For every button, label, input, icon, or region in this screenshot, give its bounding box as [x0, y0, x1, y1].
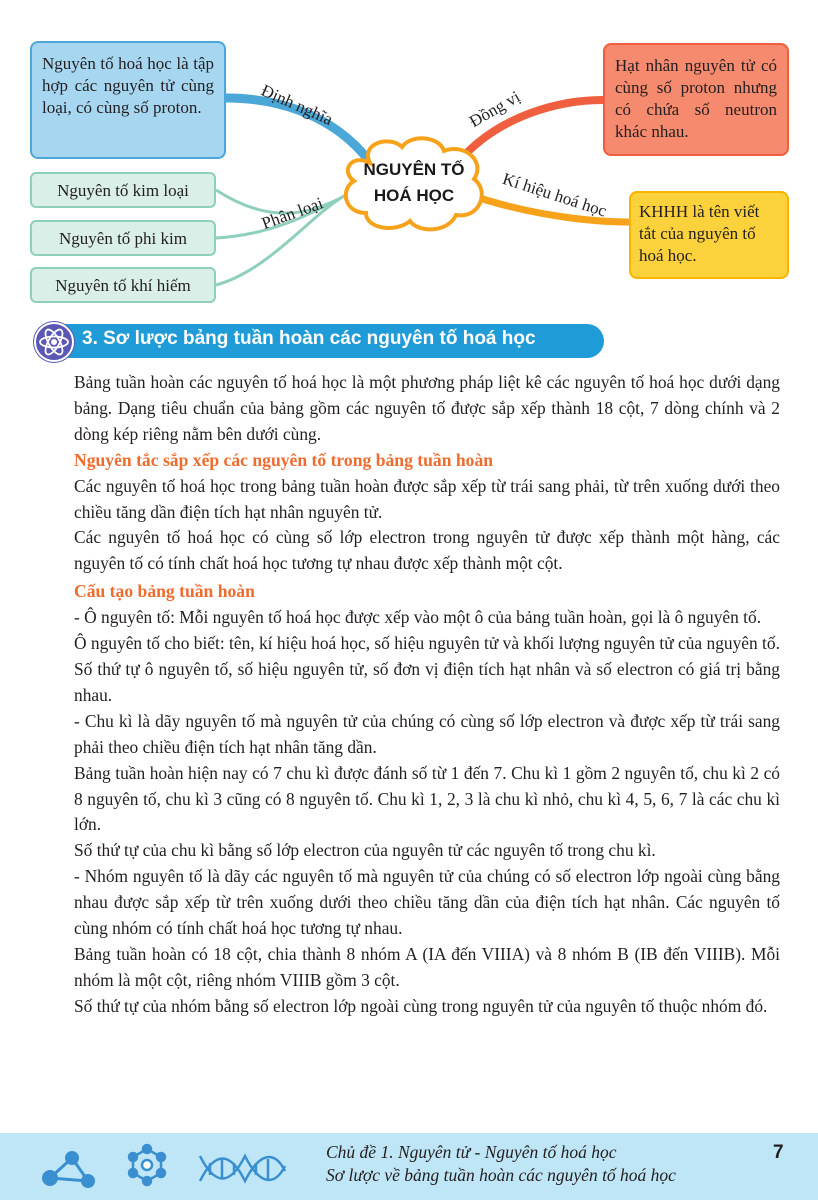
mind-map	[0, 0, 818, 312]
paragraph: Các nguyên tố hoá học trong bảng tuần hoàn được sắp xếp từ trái sang phải, từ trên xuống dưới theo chiều tăng dần điện tích hạt nhân nguyên tử.	[74, 475, 780, 522]
footer-topic: Chủ đề 1. Nguyên tử - Nguyên tố hoá học	[326, 1142, 617, 1162]
symbol-box	[629, 191, 789, 279]
section-title: 3. Sơ lược bảng tuần hoàn các nguyên tố hoá học	[82, 328, 536, 349]
isotope-text: Hạt nhân nguyên tử có cùng số proton nhưng có chứa số neutron khác nhau.	[615, 56, 777, 141]
isotope-box	[603, 43, 789, 156]
section-heading	[34, 322, 604, 360]
subheading-arrangement: Nguyên tắc sắp xếp các nguyên tố trong bảng tuần hoàn	[74, 449, 494, 470]
definition-text: Nguyên tố hoá học là tập hợp các nguyên tử cùng loại, có cùng số proton.	[42, 54, 214, 117]
symbol-text: KHHH là tên viết tắt của nguyên tố hoá học.	[639, 202, 760, 265]
paragraph: - Ô nguyên tố: Mỗi nguyên tố hoá học được xếp vào một ô của bảng tuần hoàn, gọi là ô nguyên tố.	[74, 607, 762, 628]
branch-label-definition: Định nghĩa	[258, 80, 336, 130]
classification-item-label: Nguyên tố phi kim	[59, 229, 187, 248]
page-number: 7	[773, 1142, 784, 1163]
paragraph: Bảng tuần hoàn có 18 cột, chia thành 8 nhóm A (IA đến VIIIA) và 8 nhóm B (IB đến VIIIB). Mỗi nhóm là một cột, riêng nhóm VIIIB gồm 3 cột.	[74, 943, 780, 990]
branch-label-classification: Phân loại	[259, 193, 326, 234]
molecule-icon	[42, 1151, 95, 1188]
paragraph: Các nguyên tố hoá học có cùng số lớp electron trong nguyên tử được xếp thành một hàng, các nguyên tố có tính chất hoá học tương tự nhau được xếp thành một cột.	[74, 527, 780, 574]
classification-item-label: Nguyên tố kim loại	[57, 181, 189, 200]
paragraph: - Nhóm nguyên tố là dãy các nguyên tố mà nguyên tử của chúng có số electron lớp ngoài cùng bằng nhau được sắp xếp từ trên xuống dưới theo chiều tăng dần của điện tích hạt nhân. Các nguyên tố cùng nhóm có tính chất hoá học tương tự nhau.	[74, 866, 780, 939]
definition-box	[30, 41, 226, 159]
branch-label-symbol: Kí hiệu hoá học	[500, 168, 609, 221]
paragraph: Số thứ tự của chu kì bằng số lớp electron của nguyên tử các nguyên tố trong chu kì.	[74, 840, 656, 861]
footer-decoration	[30, 1143, 290, 1193]
center-title-line-1: NGUYÊN TỐ	[363, 160, 465, 179]
footer-caption	[326, 1141, 676, 1187]
subheading-structure: Cấu tạo bảng tuần hoàn	[74, 581, 255, 602]
dna-icon	[200, 1156, 285, 1181]
paragraph-intro: Bảng tuần hoàn các nguyên tố hoá học là một phương pháp liệt kê các nguyên tố hoá học dưới dạng bảng. Dạng tiêu chuẩn của bảng gồm các nguyên tố được sắp xếp thành 18 cột, 7 dòng chính và 2 dòng kép riêng nằm bên dưới cùng.	[74, 372, 780, 444]
paragraph: Bảng tuần hoàn hiện nay có 7 chu kì được đánh số từ 1 đến 7. Chu kì 1 gồm 2 nguyên tố, chu kì 2 có 8 nguyên tố, chu kì 3 cũng có 8 nguyên tố. Chu kì 1, 2, 3 là chu kì nhỏ, chu kì 4, 5, 6, 7 là các chu kì lớn.	[74, 762, 780, 835]
branch-label-isotope: Đồng vị	[466, 87, 524, 132]
center-node	[340, 135, 488, 233]
classification-item-nonmetal	[30, 220, 216, 256]
footer-subtopic: Sơ lược về bảng tuần hoàn các nguyên tố hoá học	[326, 1165, 676, 1185]
paragraph: - Chu kì là dãy nguyên tố mà nguyên tử của chúng có cùng số lớp electron và được xếp từ trái sang phải theo chiều điện tích hạt nhân tăng dần.	[74, 710, 780, 757]
center-title-line-2: HOÁ HỌC	[373, 186, 455, 205]
body-content	[74, 370, 780, 1020]
atom-icon	[34, 322, 74, 362]
classification-item-label: Nguyên tố khí hiếm	[55, 276, 191, 295]
hexagon-structure-icon	[129, 1145, 165, 1185]
classification-item-metal	[30, 172, 216, 208]
paragraph: Ô nguyên tố cho biết: tên, kí hiệu hoá học, số hiệu nguyên tử và khối lượng nguyên tử của nguyên tố.	[74, 633, 780, 654]
page-footer	[0, 1133, 818, 1200]
paragraph: Số thứ tự ô nguyên tố, số hiệu nguyên tử, số đơn vị điện tích hạt nhân và số electron có giá trị bằng nhau.	[74, 658, 780, 705]
paragraph: Số thứ tự của nhóm bằng số electron lớp ngoài cùng trong nguyên tử của nguyên tố thuộc nhóm đó.	[74, 995, 768, 1016]
center-title	[340, 157, 488, 209]
classification-item-noble-gas	[30, 267, 216, 303]
